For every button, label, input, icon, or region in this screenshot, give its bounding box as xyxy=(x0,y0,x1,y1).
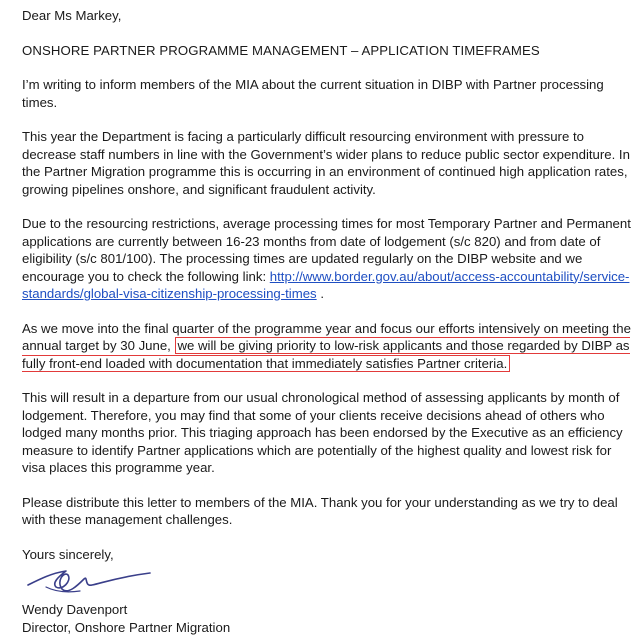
signatory-name: Wendy Davenport xyxy=(22,602,128,617)
paragraph-distribute: Please distribute this letter to members of the MIA. Thank you for your understanding as we try to deal with these management challenges. xyxy=(22,494,618,527)
paragraph-resourcing: This year the Department is facing a particularly difficult resourcing environment with pressure to decrease staff numbers in line with the Government’s wider plans to reduce public sector expenditure. In the Partner Migration programme this is occurring in an environment of continued high application rates, growing pipelines onshore, and significant fraudulent activity. xyxy=(22,129,630,197)
paragraph-processing-times xyxy=(22,215,634,303)
salutation: Dear Ms Markey, xyxy=(22,8,122,23)
closing: Yours sincerely, xyxy=(22,546,114,562)
signatory-title: Director, Onshore Partner Migration xyxy=(22,619,231,635)
priority-intro-text: As we move into the final quarter of the programme year and focus our efforts intensively on meeting the annual target by 30 June, xyxy=(22,320,631,353)
processing-times-link[interactable]: http://www.border.gov.au/about/access-accountability/service-standards/global-visa-citizenship-processing-times xyxy=(22,268,630,301)
paragraph-priority xyxy=(22,320,634,373)
signature xyxy=(22,557,634,601)
letter-heading: ONSHORE PARTNER PROGRAMME MANAGEMENT – APPLICATION TIMEFRAMES xyxy=(22,42,540,58)
signature-icon xyxy=(22,557,162,601)
priority-highlight: we will be giving priority to low-risk applicants and those regarded by DIBP as fully front-end loaded with documentation that immediately satisfies Partner criteria. xyxy=(22,338,630,371)
processing-times-tail: . xyxy=(316,286,324,301)
paragraph-intro: I’m writing to inform members of the MIA about the current situation in DIBP with Partner processing times. xyxy=(22,77,604,110)
paragraph-triage: This will result in a departure from our usual chronological method of assessing applicants by month of lodgement. Therefore, you may find that some of your clients receive decisions ahead of others who lodged many months prior. This triaging approach has been endorsed by the Executive as an efficiency measure to identify Partner applications which are potentially of the highest quality and lowest risk for visa places this programme year. xyxy=(22,390,623,475)
processing-times-text: Due to the resourcing restrictions, average processing times for most Temporary Partner and Permanent applications are currently between 16-23 months from date of lodgement (s/c 820) and from date of eligibility (s/c 801/100). The processing times are updated regularly on the DIBP website and we encourage you to check the following link: xyxy=(22,216,631,284)
letter-body xyxy=(22,7,634,636)
